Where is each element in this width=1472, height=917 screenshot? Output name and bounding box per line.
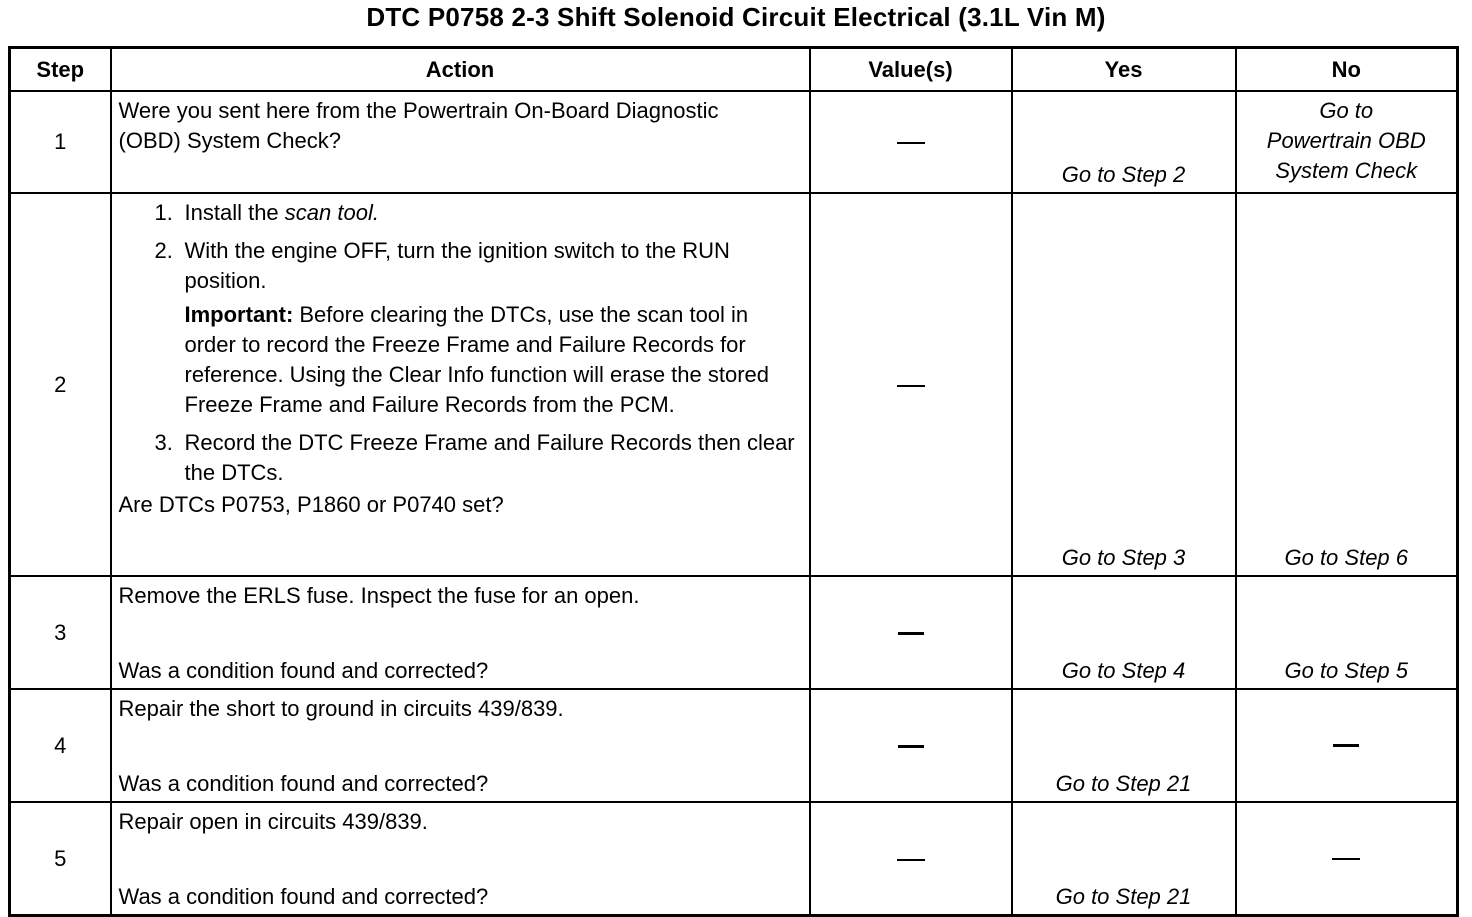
no-cell (1236, 91, 1458, 193)
step-number: 3 (10, 576, 111, 689)
action-instruction: Remove the ERLS fuse. Inspect the fuse for an open. (118, 583, 640, 608)
em-dash-icon (897, 385, 925, 387)
action-question: Are DTCs P0753, P1860 or P0740 set? (118, 492, 504, 517)
em-dash-icon (898, 745, 924, 748)
action-text (111, 91, 810, 193)
action-text (111, 193, 810, 576)
table-header-row (10, 48, 1458, 92)
value-cell (810, 193, 1012, 576)
substep-list (119, 428, 803, 488)
table-row (10, 802, 1458, 916)
header-step: Step (10, 48, 111, 92)
yes-cell: Go to Step 4 (1012, 576, 1236, 689)
action-question: Were you sent here from the Powertrain On-Board Diagnostic (OBD) System Check? (118, 98, 719, 153)
step-number: 4 (10, 689, 111, 802)
table-row (10, 193, 1458, 576)
action-question: Was a condition found and corrected? (118, 771, 489, 796)
important-note: Important: Before clearing the DTCs, use the scan tool in order to record the Freeze Frame and Failure Records for reference. Using the Clear Info function will erase the stored Freeze Frame and Failure Records from the PCM. (184, 302, 770, 417)
no-cell (1236, 689, 1458, 802)
table-row (10, 91, 1458, 193)
value-cell (810, 91, 1012, 193)
em-dash-icon (898, 632, 924, 635)
em-dash-icon (1332, 858, 1360, 860)
yes-cell: Go to Step 3 (1012, 193, 1236, 576)
value-cell (810, 576, 1012, 689)
action-text (111, 802, 810, 916)
list-item: 1. Install the scan tool. (154, 200, 379, 225)
header-yes: Yes (1012, 48, 1236, 92)
step-number: 2 (10, 193, 111, 576)
yes-cell: Go to Step 21 (1012, 689, 1236, 802)
em-dash-icon (897, 142, 925, 144)
table-row (10, 689, 1458, 802)
page-title: DTC P0758 2-3 Shift Solenoid Circuit Electrical (3.1L Vin M) (366, 2, 1106, 32)
header-values: Value(s) (810, 48, 1012, 92)
yes-cell: Go to Step 2 (1012, 91, 1236, 193)
table-row (10, 576, 1458, 689)
no-cell: Go to Step 5 (1236, 576, 1458, 689)
em-dash-icon (897, 859, 925, 861)
step-number: 1 (10, 91, 111, 193)
list-item: 3. Record the DTC Freeze Frame and Failure Records then clear the DTCs. (154, 430, 795, 485)
yes-cell: Go to Step 21 (1012, 802, 1236, 916)
substep-list (119, 198, 803, 296)
header-no: No (1236, 48, 1458, 92)
action-instruction: Repair open in circuits 439/839. (118, 809, 428, 834)
action-instruction: Repair the short to ground in circuits 439/839. (118, 696, 564, 721)
em-dash-icon (1333, 744, 1359, 747)
no-cell-line2: Powertrain OBD System Check (1266, 128, 1426, 183)
action-question: Was a condition found and corrected? (118, 884, 489, 909)
header-action: Action (111, 48, 810, 92)
step-number: 5 (10, 802, 111, 916)
no-cell (1236, 802, 1458, 916)
action-text (111, 689, 810, 802)
no-cell-line1: Go to (1319, 98, 1374, 123)
value-cell (810, 689, 1012, 802)
no-cell: Go to Step 6 (1236, 193, 1458, 576)
action-question: Was a condition found and corrected? (118, 658, 489, 683)
value-cell (810, 802, 1012, 916)
diagnostic-table (8, 46, 1459, 917)
list-item: 2. With the engine OFF, turn the ignition switch to the RUN position. (154, 238, 730, 293)
action-text (111, 576, 810, 689)
